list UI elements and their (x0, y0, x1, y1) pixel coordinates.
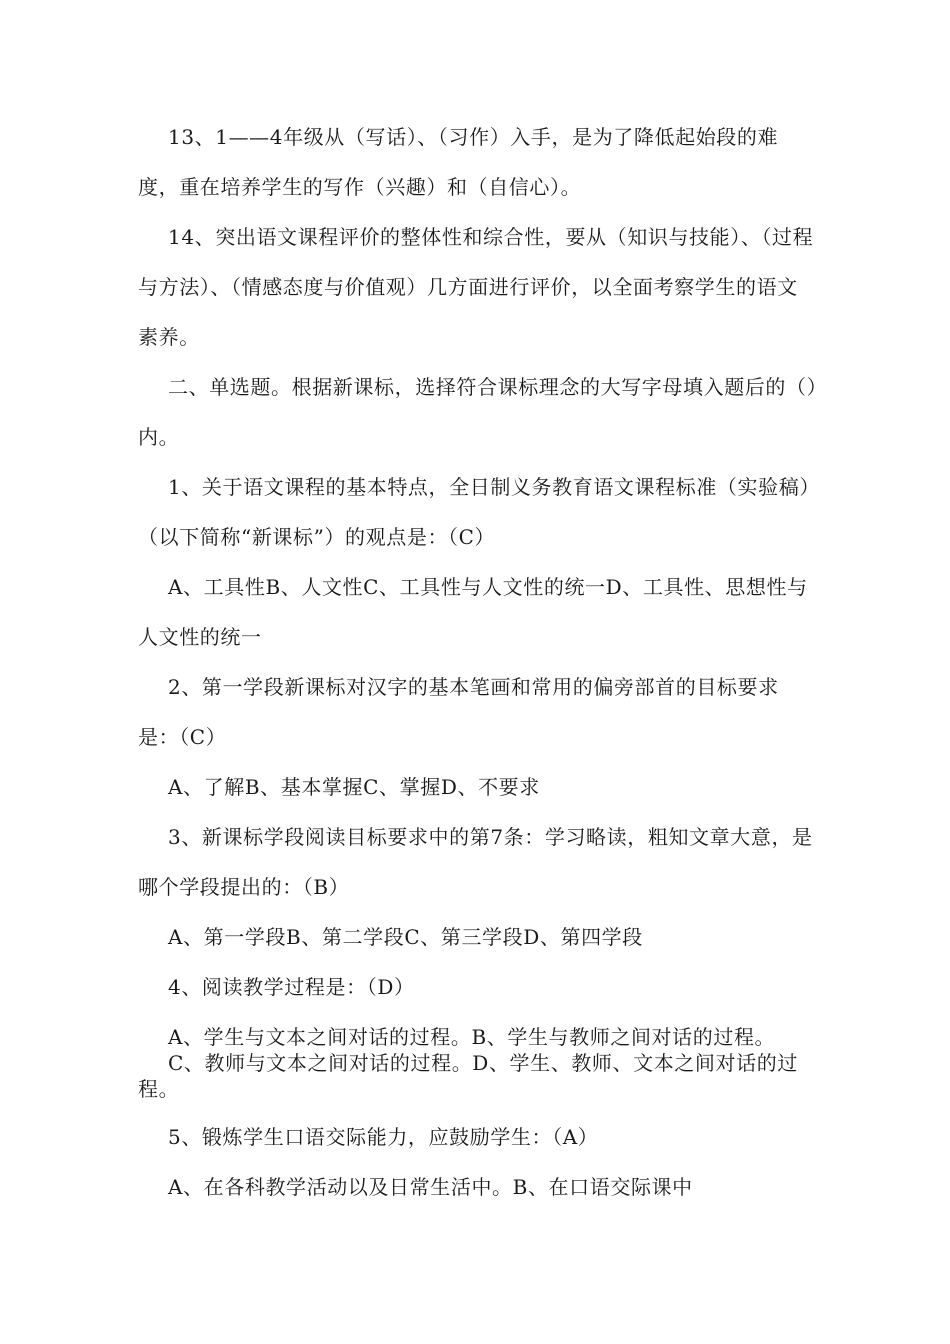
question-5: 5、锻炼学生口语交际能力，应鼓励学生：（A） (168, 1125, 599, 1149)
question-4-options-line-3: 程。 (138, 1077, 180, 1101)
question-4-options-line-1: A、学生与文本之间对话的过程。B、学生与教师之间对话的过程。 (168, 1025, 776, 1049)
section-heading-single-choice: 二、单选题。根据新课标，选择符合课标理念的大写字母填入题后的（）内。 (138, 375, 818, 449)
question-2-options: A、了解B、基本掌握C、掌握D、不要求 (168, 775, 540, 799)
question-3: 3、新课标学段阅读目标要求中的第7条：学习略读，粗知文章大意，是哪个学段提出的：（B） (138, 825, 813, 899)
paragraph-q13: 13、1——4年级从（写话）、（习作）入手，是为了降低起始段的难度，重在培养学生的写作（兴趣）和（自信心）。 (138, 125, 779, 199)
question-1-options: A、工具性B、人文性C、工具性与人文性的统一D、工具性、思想性与人文性的统一 (138, 575, 808, 649)
question-4-options (138, 1012, 818, 1102)
question-4: 4、阅读教学过程是：（D） (168, 975, 415, 999)
document-content (138, 112, 818, 1212)
question-4-options-line-2: C、教师与文本之间对话的过程。D、学生、教师、文本之间对话的过 (168, 1051, 798, 1075)
question-1: 1、关于语文课程的基本特点，全日制义务教育语文课程标准（实验稿）（以下简称“新课标”）的观点是：（C） (138, 475, 810, 549)
question-5-options: A、在各科教学活动以及日常生活中。B、在口语交际课中 (168, 1175, 693, 1199)
question-2: 2、第一学段新课标对汉字的基本笔画和常用的偏旁部首的目标要求是：（C） (138, 675, 779, 749)
question-3-options: A、第一学段B、第二学段C、第三学段D、第四学段 (168, 925, 643, 949)
paragraph-q14: 14、突出语文课程评价的整体性和综合性，要从（知识与技能）、（过程与方法）、（情感态度与价值观）几方面进行评价，以全面考察学生的语文素养。 (138, 225, 814, 349)
